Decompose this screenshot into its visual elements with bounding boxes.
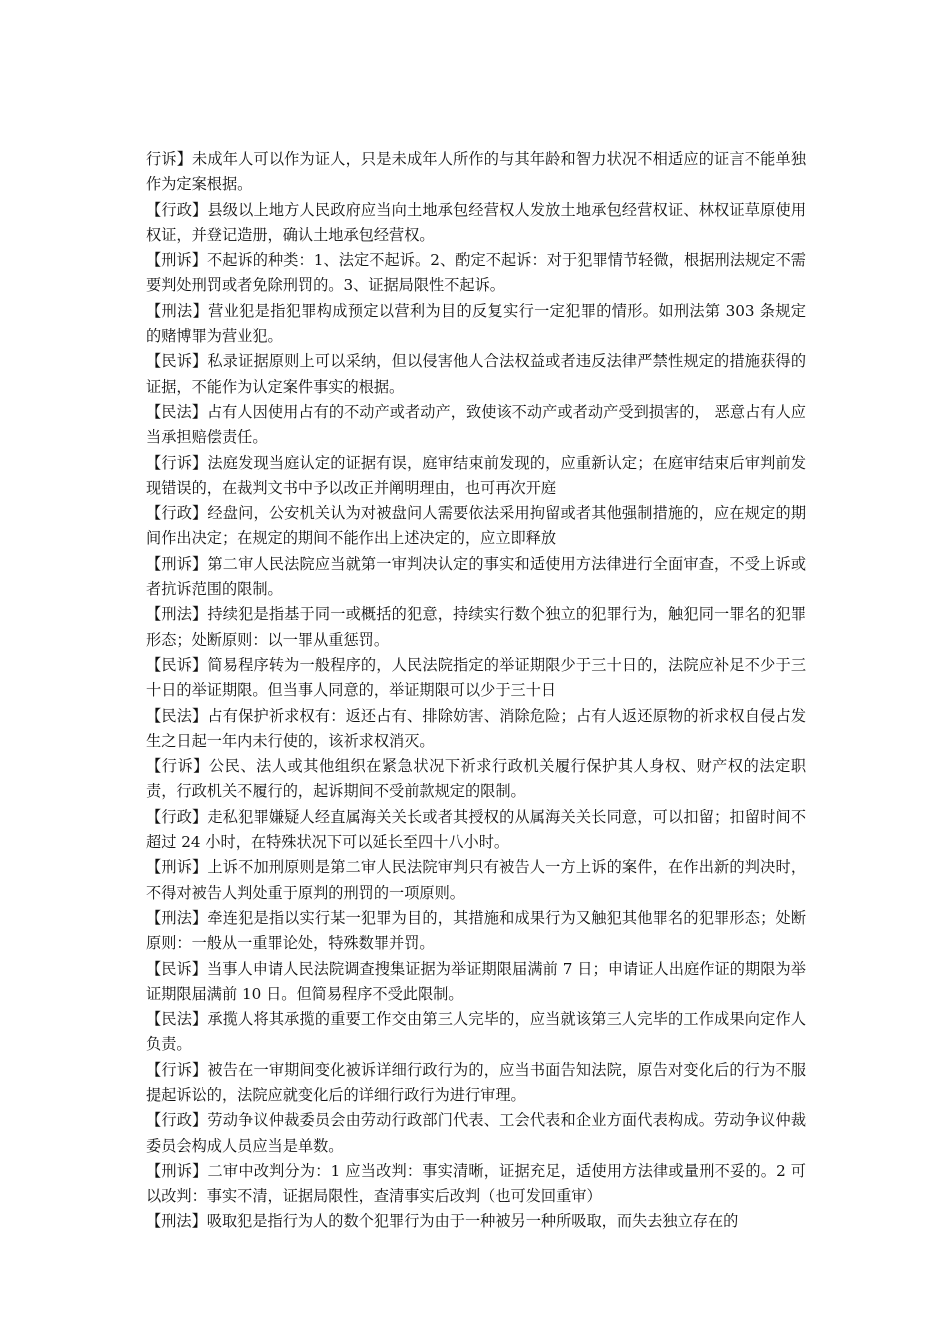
paragraph: 【行政】劳动争议仲裁委员会由劳动行政部门代表、工会代表和企业方面代表构成。劳动争议仲裁委员会构成人员应当是单数。: [146, 1111, 806, 1155]
paragraph: 【刑法】牵连犯是指以实行某一犯罪为目的，其措施和成果行为又触犯其他罪名的犯罪形态；处断原则：一般从一重罪论处，特殊数罪并罚。: [146, 908, 806, 953]
paragraph: 【刑诉】不起诉的种类：1、法定不起诉。2、酌定不起诉：对于犯罪情节轻微，根据刑法规定不需要判处刑罚或者免除刑罚的。3、证据局限性不起诉。: [146, 251, 806, 295]
paragraph: 【民诉】简易程序转为一般程序的，人民法院指定的举证期限少于三十日的，法院应补足不少于三十日的举证期限。但当事人同意的，举证期限可以少于三十日: [146, 655, 806, 700]
paragraph: 【行政】经盘问，公安机关认为对被盘问人需要依法采用拘留或者其他强制措施的，应在规定的期间作出决定；在规定的期间不能作出上述决定的，应立即释放: [146, 504, 806, 548]
paragraph: 【刑诉】第二审人民法院应当就第一审判决认定的事实和适使用方法律进行全面审查，不受上诉或者抗诉范围的限制。: [146, 554, 806, 599]
paragraph: 【民法】占有人因使用占有的不动产或者动产，致使该不动产或者动产受到损害的， 恶意占有人应当承担赔偿责任。: [146, 402, 806, 447]
document-body: [146, 147, 806, 1235]
paragraph: 【刑诉】二审中改判分为：1 应当改判：事实清晰，证据充足，适使用方法律或量刑不妥的。2 可以改判：事实不清，证据局限性，查清事实后改判（也可发回重审）: [146, 1161, 806, 1206]
paragraph: 【民诉】私录证据原则上可以采纳，但以侵害他人合法权益或者违反法律严禁性规定的措施获得的证据，不能作为认定案件事实的根据。: [146, 352, 806, 396]
paragraph: 【民法】占有保护祈求权有：返还占有、排除妨害、消除危险；占有人返还原物的祈求权自侵占发生之日起一年内未行使的，该祈求权消灭。: [146, 706, 806, 750]
paragraph: 【刑法】营业犯是指犯罪构成预定以营利为目的反复实行一定犯罪的情形。如刑法第 303 条规定的赌博罪为营业犯。: [146, 301, 806, 346]
paragraph: 【行诉】公民、法人或其他组织在紧急状况下祈求行政机关履行保护其人身权、财产权的法定职责，行政机关不履行的，起诉期间不受前款规定的限制。: [146, 757, 806, 801]
paragraph: 【民诉】当事人申请人民法院调查搜集证据为举证期限届满前 7 日；申请证人出庭作证的期限为举证期限届满前 10 日。但简易程序不受此限制。: [146, 959, 806, 1003]
paragraph: 【行政】县级以上地方人民政府应当向土地承包经营权人发放土地承包经营权证、林权证草原使用权证，并登记造册，确认土地承包经营权。: [146, 200, 806, 244]
paragraph: 【刑法】吸取犯是指行为人的数个犯罪行为由于一种被另一种所吸取，而失去独立存在的: [146, 1212, 739, 1231]
paragraph: 【民法】承揽人将其承揽的重要工作交由第三人完毕的，应当就该第三人完毕的工作成果向定作人负责。: [146, 1010, 806, 1054]
paragraph: 【行政】走私犯罪嫌疑人经直属海关关长或者其授权的从属海关关长同意，可以扣留；扣留时间不超过 24 小时，在特殊状况下可以延长至四十八小时。: [146, 807, 806, 852]
paragraph: 【行诉】法庭发现当庭认定的证据有误，庭审结束前发现的，应重新认定；在庭审结束后审判前发现错误的，在裁判文书中予以改正并阐明理由，也可再次开庭: [146, 453, 806, 497]
paragraph: 行诉】未成年人可以作为证人，只是未成年人所作的与其年龄和智力状况不相适应的证言不能单独作为定案根据。: [146, 150, 806, 194]
paragraph: 【刑诉】上诉不加刑原则是第二审人民法院审判只有被告人一方上诉的案件，在作出新的判决时，不得对被告人判处重于原判的刑罚的一项原则。: [146, 858, 806, 902]
paragraph: 【行诉】被告在一审期间变化被诉详细行政行为的，应当书面告知法院，原告对变化后的行为不服提起诉讼的，法院应就变化后的详细行政行为进行审理。: [146, 1060, 806, 1104]
paragraph: 【刑法】持续犯是指基于同一或概括的犯意，持续实行数个独立的犯罪行为，触犯同一罪名的犯罪形态；处断原则：以一罪从重惩罚。: [146, 605, 806, 649]
